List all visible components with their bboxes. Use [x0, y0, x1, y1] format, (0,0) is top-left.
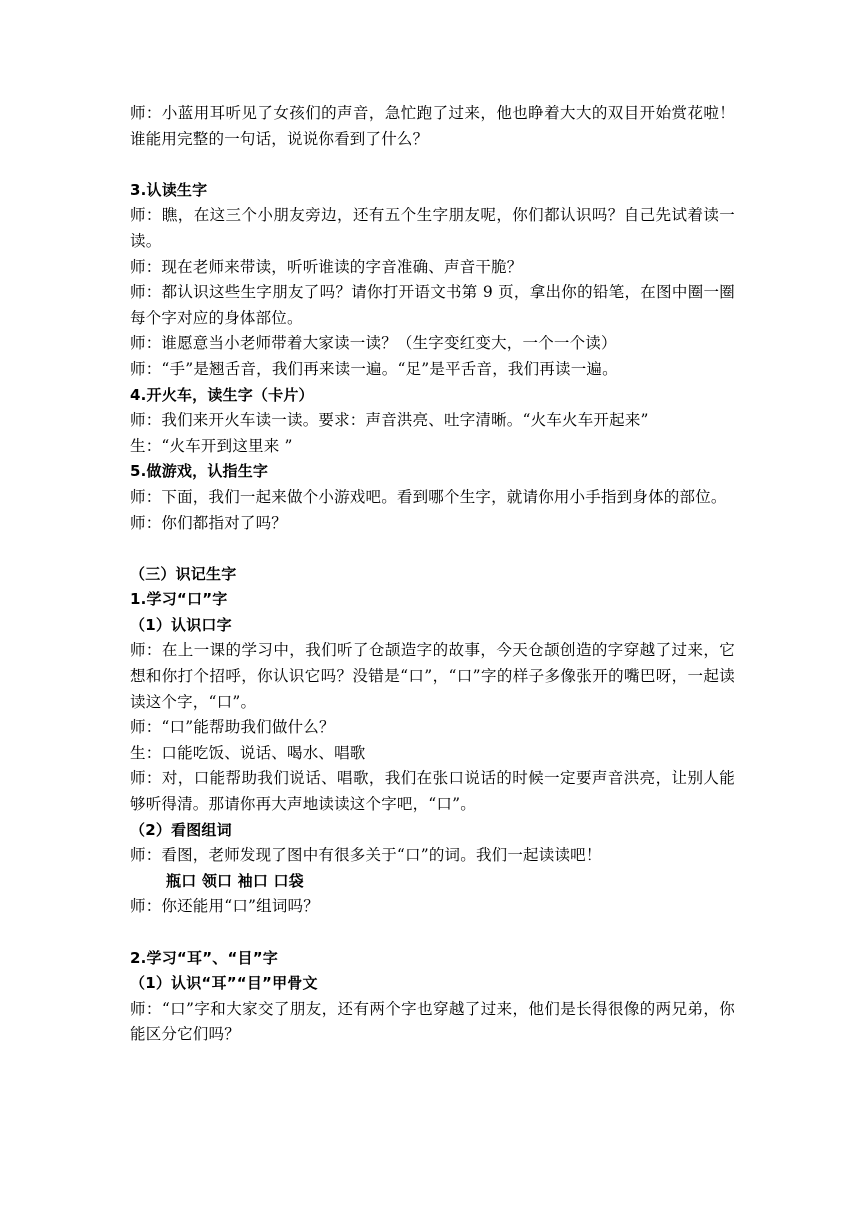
section-heading: （三）识记生字	[130, 564, 237, 583]
paragraph: 师：你们都指对了吗？	[130, 513, 288, 532]
paragraph: 师：“口”能帮助我们做什么？	[130, 718, 335, 737]
paragraph: 师：你还能用“口”组词吗？	[130, 897, 319, 916]
section-heading: 4.开火车，读生字（卡片）	[130, 385, 314, 404]
paragraph: 师：瞧，在这三个小朋友旁边，还有五个生字朋友呢，你们都认识吗？自己先试着读一读。	[130, 206, 735, 250]
paragraph: 师：我们来开火车读一读。要求：声音洪亮、吐字清晰。“火车火车开起来”	[130, 411, 649, 430]
blank-line	[130, 920, 735, 946]
paragraph: 生：口能吃饭、说话、喝水、唱歌	[130, 743, 366, 762]
document-body	[130, 101, 735, 1048]
blank-line	[130, 152, 735, 178]
paragraph: 师：都认识这些生字朋友了吗？请你打开语文书第 9 页，拿出你的铅笔，在图中圈一圈每个字对应的身体部位。	[130, 283, 735, 327]
section-heading: （2）看图组词	[130, 820, 232, 839]
paragraph: 师：在上一课的学习中，我们听了仓颉造字的故事，今天仓颉创造的字穿越了过来，它想和你打个招呼，你认识它吗？没错是“口”，“口”字的样子多像张开的嘴巴呀，一起读读这个字，“口”。	[130, 641, 735, 711]
section-heading: （1）认识口字	[130, 615, 232, 634]
section-heading: 1.学习“口”字	[130, 590, 228, 609]
paragraph: 师：对，口能帮助我们说话、唱歌，我们在张口说话的时候一定要声音洪亮，让别人能够听得清。那请你再大声地读读这个字吧，“口”。	[130, 769, 735, 814]
section-heading: （1）认识“耳”“目”甲骨文	[130, 974, 318, 993]
section-heading: 5.做游戏，认指生字	[130, 462, 269, 481]
paragraph: 师：“口”字和大家交了朋友，还有两个字也穿越了过来，他们是长得很像的两兄弟，你能区分它们吗？	[130, 999, 735, 1044]
section-heading: 2.学习“耳”、“目”字	[130, 948, 278, 967]
paragraph: 师：看图，老师发现了图中有很多关于“口”的词。我们一起读读吧！	[130, 846, 602, 865]
paragraph: 师：谁愿意当小老师带着大家读一读？（生字变红变大，一个一个读）	[130, 334, 617, 353]
paragraph: 生：“火车开到这里来 ”	[130, 436, 293, 455]
section-heading: 3.认读生字	[130, 180, 208, 199]
section-heading: 瓶口 领口 袖口 口袋	[166, 871, 304, 890]
paragraph: 师：下面，我们一起来做个小游戏吧。看到哪个生字，就请你用小手指到身体的部位。	[130, 487, 727, 506]
blank-line	[130, 536, 735, 562]
paragraph: 师：现在老师来带读，听听谁读的字音准确、声音干脆？	[130, 257, 523, 276]
paragraph: 师：“手”是翘舌音，我们再来读一遍。“足”是平舌音，我们再读一遍。	[130, 359, 618, 378]
paragraph: 师：小蓝用耳听见了女孩们的声音，急忙跑了过来，他也睁着大大的双目开始赏花啦！谁能用完整的一句话，说说你看到了什么？	[130, 104, 735, 148]
